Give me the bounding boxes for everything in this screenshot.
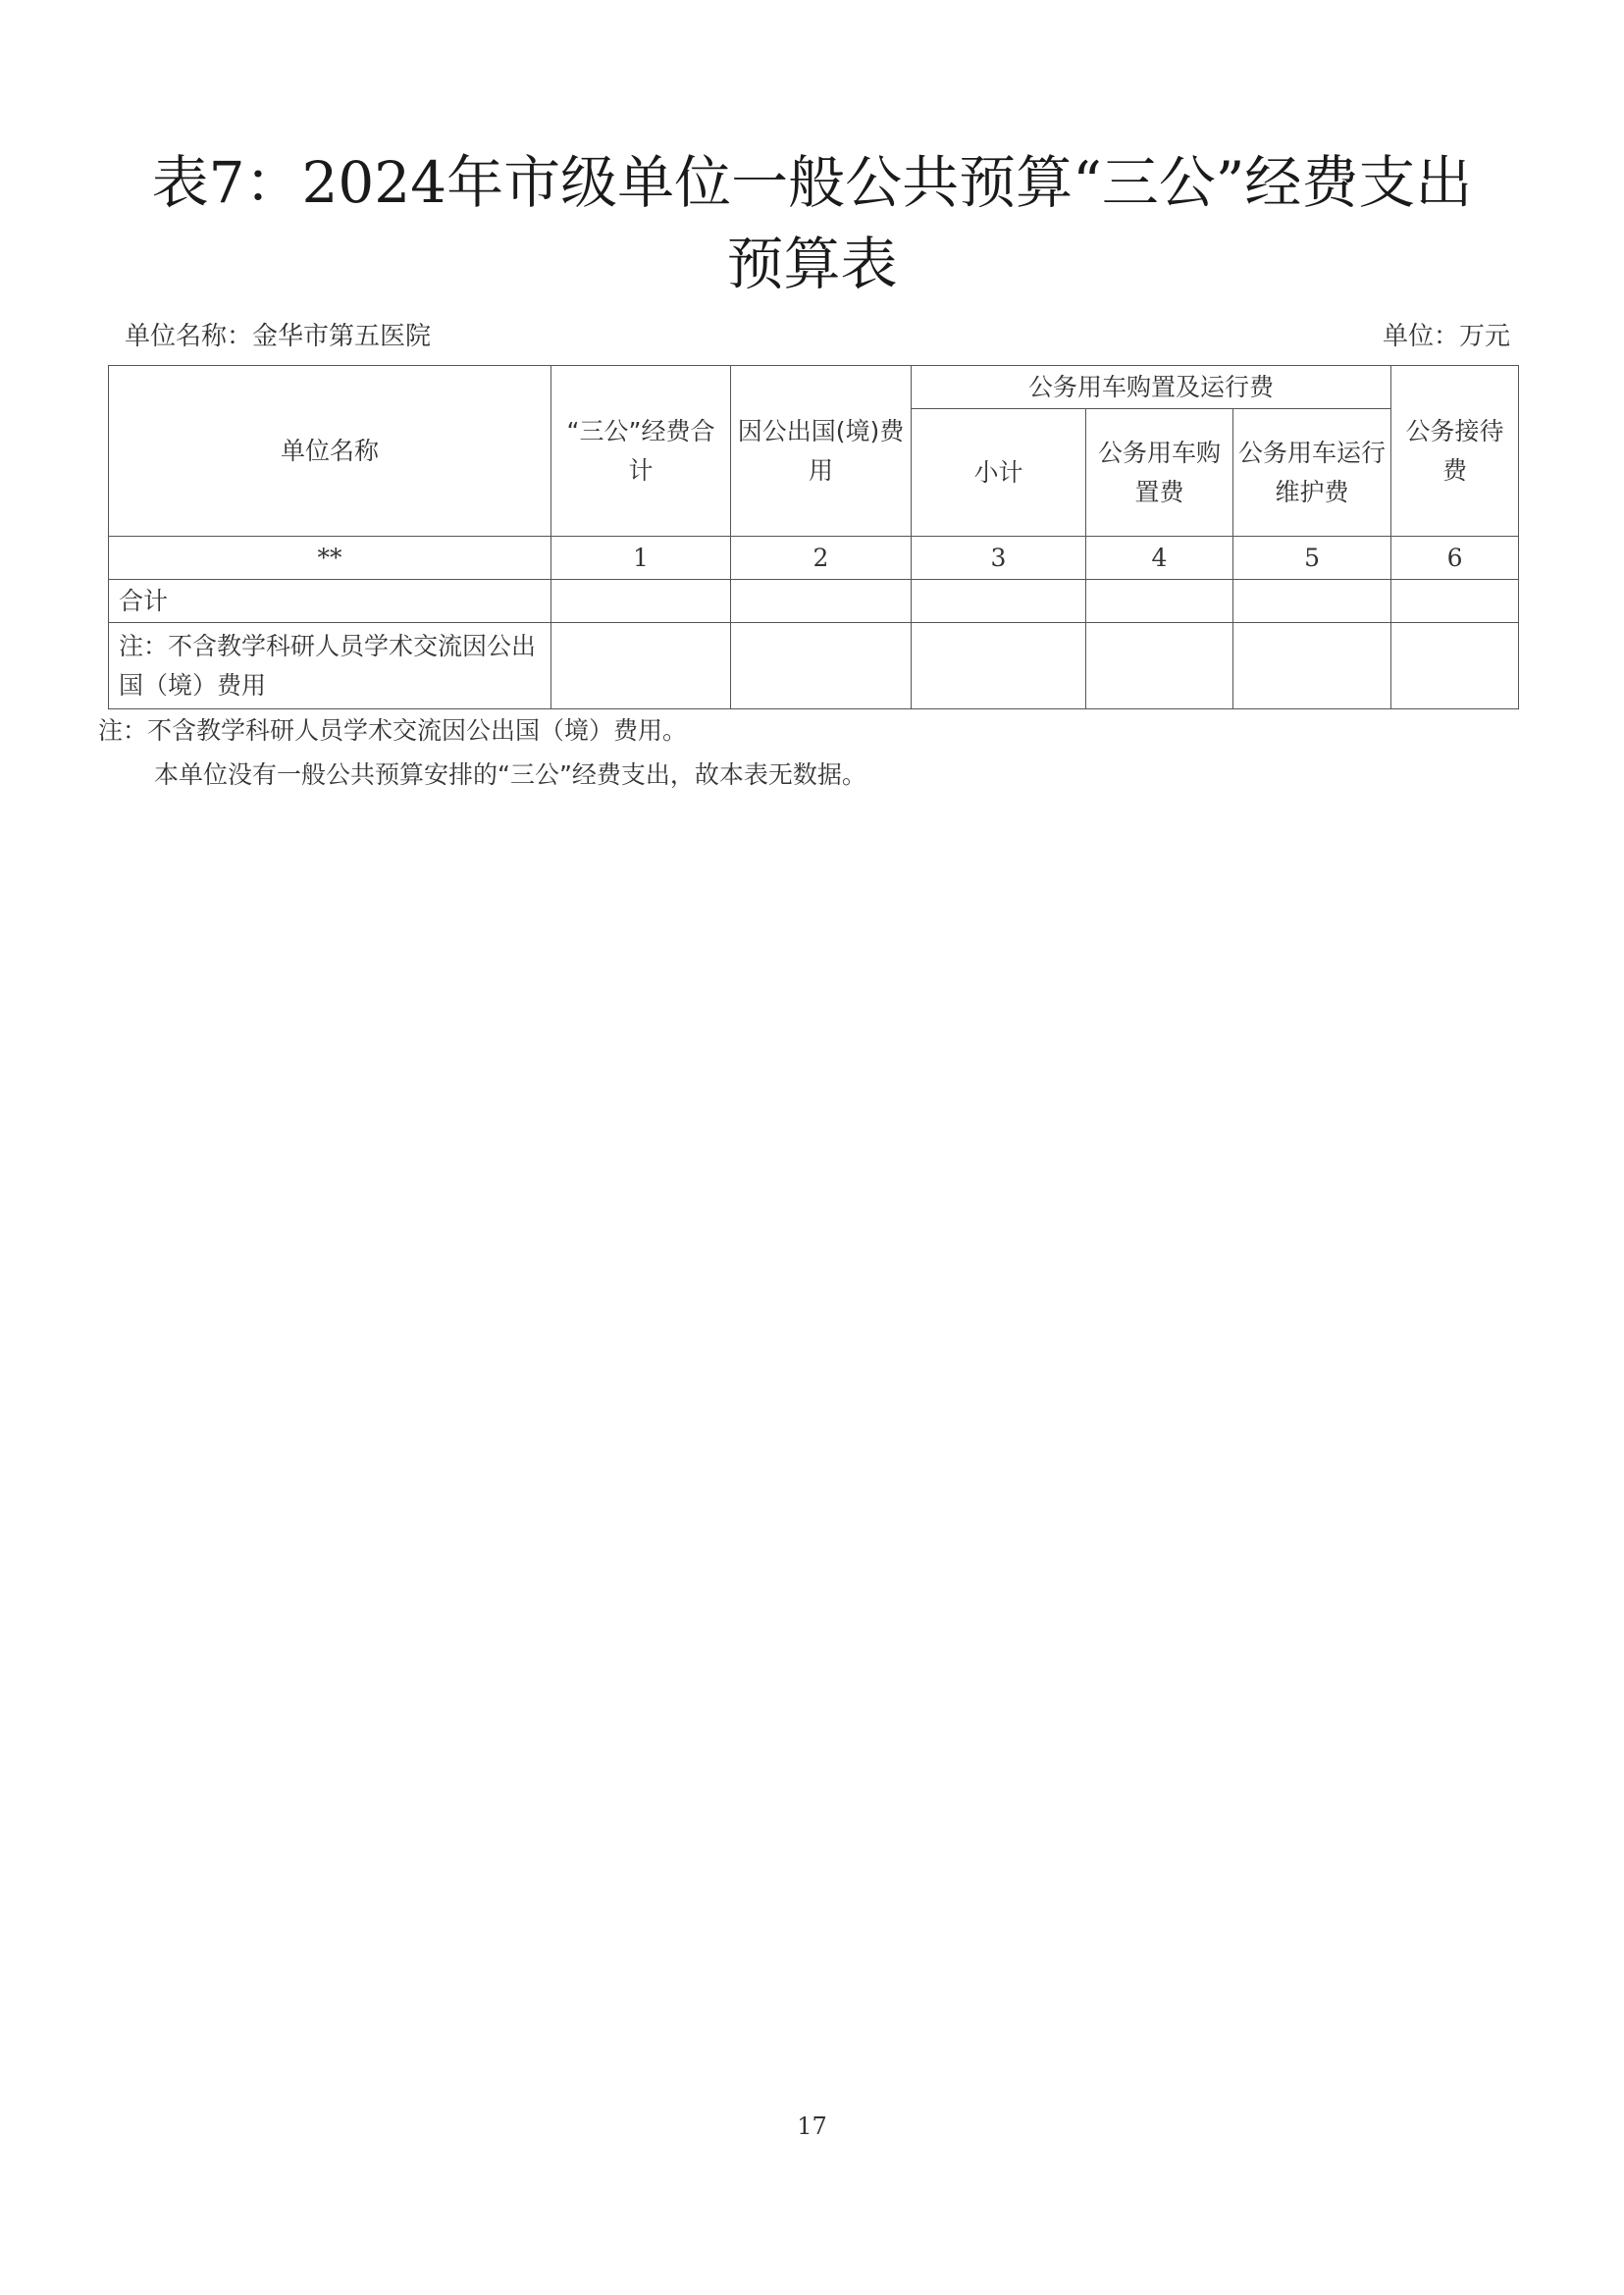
- row-label: 合计: [109, 580, 551, 623]
- table-cell: [731, 580, 912, 623]
- page-number: 17: [797, 2112, 827, 2140]
- table-cell: [1391, 580, 1519, 623]
- table-cell: [1391, 623, 1519, 709]
- index-cell: 2: [731, 537, 912, 580]
- header-vehicle-subtotal: 小计: [912, 409, 1086, 537]
- table-cell: [1086, 580, 1233, 623]
- table-cell: [1086, 623, 1233, 709]
- index-cell: 6: [1391, 537, 1519, 580]
- page-title-line2: 预算表: [726, 231, 898, 297]
- header-abroad-expense: 因公出国(境)费用: [731, 366, 912, 537]
- index-cell: 4: [1086, 537, 1233, 580]
- table-cell: [731, 623, 912, 709]
- unit-name-label: 单位名称：金华市第五医院: [125, 322, 432, 351]
- index-cell: 5: [1233, 537, 1391, 580]
- row-label: 注：不含教学科研人员学术交流因公出国（境）费用: [109, 623, 551, 709]
- index-cell: 1: [551, 537, 731, 580]
- table-row-note: [109, 623, 1519, 709]
- table-cell: [912, 623, 1086, 709]
- table-cell: [551, 623, 731, 709]
- header-unit-name: 单位名称: [109, 366, 551, 537]
- footnote: 注：不含教学科研人员学术交流因公出国（境）费用。: [98, 716, 688, 745]
- page-title: 表7：2024年市级单位一般公共预算“三公”经费支出: [151, 149, 1473, 216]
- sangong-budget-table: [108, 365, 1519, 709]
- header-vehicle-purchase: 公务用车购置费: [1086, 409, 1233, 537]
- header-reception-expense: 公务接待费: [1391, 366, 1519, 537]
- index-cell: **: [109, 537, 551, 580]
- header-sangong-total: “三公”经费合计: [551, 366, 731, 537]
- table-cell: [912, 580, 1086, 623]
- table-cell: [1233, 580, 1391, 623]
- no-data-statement: 本单位没有一般公共预算安排的“三公”经费支出，故本表无数据。: [154, 760, 866, 789]
- header-vehicle-maintenance: 公务用车运行维护费: [1233, 409, 1391, 537]
- table-row-total: [109, 580, 1519, 623]
- table-cell: [551, 580, 731, 623]
- index-cell: 3: [912, 537, 1086, 580]
- table-cell: [1233, 623, 1391, 709]
- currency-unit-label: 单位：万元: [1382, 322, 1510, 351]
- index-row: [109, 537, 1519, 580]
- header-vehicle-group: 公务用车购置及运行费: [912, 366, 1391, 409]
